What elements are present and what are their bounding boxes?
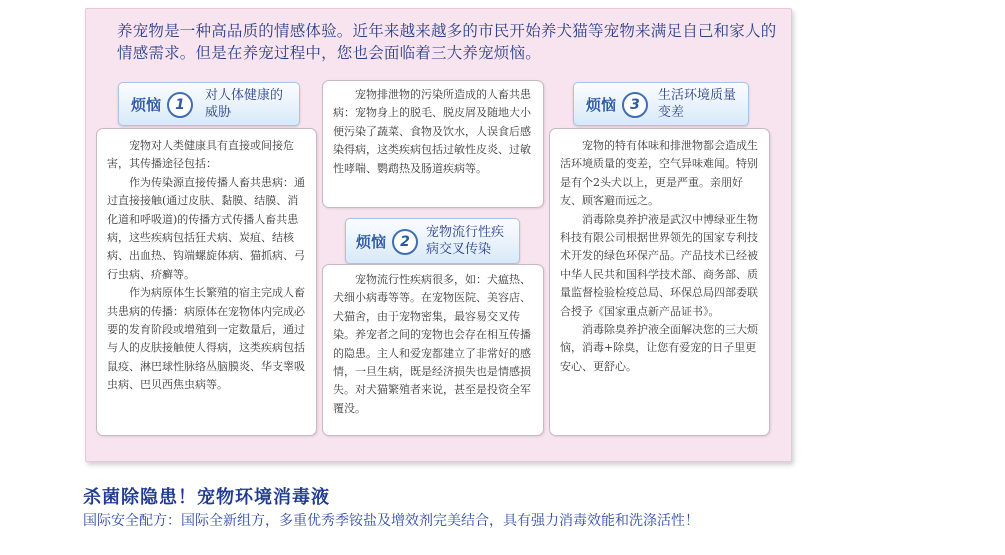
- trouble-3-title: 生活环境质量变差: [658, 88, 737, 120]
- trouble-2-paragraph-1: 宠物流行性疾病很多，如：犬瘟热、犬细小病毒等等。在宠物医院、美容店、犬猫舍，由于宠物密集，最容易交叉传染。养宠者之间的宠物也会存在相互传播的隐患。主人和爱宠都建立了非常好的感情，一旦生病，既是经济损失也是情感损失。对犬猫繁殖者来说，甚至是投资全军覆没。: [333, 273, 531, 415]
- badge-2-number: 2: [392, 229, 418, 255]
- badge-1-number: 1: [167, 92, 193, 118]
- trouble-3-paragraph-2: 消毒除臭养护液是武汉中博绿亚生物科技有限公司根据世界领先的国家专利技术开发的绿色环保产品。产品技术已经被中华人民共和国科学技术部、商务部、质量监督检验检疫总局、环保总局四部委联合授予《国家重点新产品证书》。: [560, 212, 758, 318]
- badge-1-word: 烦恼: [131, 96, 162, 114]
- trouble-1-paragraph-3: 作为病原体生长繁殖的宿主完成人畜共患病的传播：病原体在宠物体内完成必要的发育阶段或增殖到一定数量后，通过与人的皮肤接触使人得病，这类疾病包括鼠疫、淋巴球性脉络丛脑膜炎、华支睾吸虫病、巴贝西焦虫病等。: [107, 286, 305, 392]
- product-description: 国际安全配方：国际全新组方，多重优秀季铵盐及增效剂完美结合，具有强力消毒效能和洗涤活性！: [83, 513, 699, 529]
- trouble-1-paragraph-1: 宠物对人类健康具有直接或间接危害，其传播途径包括：: [107, 139, 294, 171]
- trouble-1-badge: [118, 82, 300, 126]
- trouble-2-badge: [345, 218, 520, 264]
- trouble-3-paragraph-1: 宠物的特有体味和排泄物都会造成生活环境质量的变差，空气异味难闻。特别是有个2头犬以上，更是严重。亲朋好友、顾客避而远之。: [560, 139, 758, 208]
- product-headline: 杀菌除隐患！宠物环境消毒液: [83, 487, 330, 508]
- badge-2-word: 烦恼: [356, 233, 387, 251]
- trouble-3-badge: [573, 82, 749, 126]
- badge-3-number: 3: [622, 92, 648, 118]
- badge-3-word: 烦恼: [586, 96, 617, 114]
- trouble-3-paragraph-3: 消毒除臭养护液全面解决您的三大烦恼，消毒+除臭，让您有爱宠的日子里更安心、更舒心。: [560, 323, 758, 373]
- trouble-1-paragraph-2: 作为传染源直接传播人畜共患病：通过直接接触(通过皮肤、黏膜、结膜、消化道和呼吸道)的传播方式传播人畜共患病，这些疾病包括狂犬病、炭疽、结核病、出血热、钩端螺旋体病、猫抓病、弓行虫病、疥癣等。: [107, 175, 305, 281]
- trouble-3-box: [549, 128, 770, 436]
- intro-text: 养宠物是一种高品质的情感体验。近年来越来越多的市民开始养犬猫等宠物来满足自己和家人的情感需求。但是在养宠过程中，您也会面临着三大养宠烦恼。: [117, 22, 777, 62]
- trouble-1-title: 对人体健康的威胁: [205, 88, 284, 120]
- trouble-2-title: 宠物流行性疾病交叉传染: [426, 225, 505, 257]
- excrement-paragraph: 宠物排泄物的污染所造成的人畜共患病：宠物身上的脱毛、脱皮屑及随地大小便污染了蔬菜、食物及饮水，人误食后感染得病，这类疾病包括过敏性皮炎、过敏性哮喘、鹦鹉热及肠道疾病等。: [333, 88, 531, 175]
- trouble-1-box: [96, 128, 317, 436]
- excrement-box: [322, 80, 544, 208]
- trouble-2-box: [322, 264, 544, 436]
